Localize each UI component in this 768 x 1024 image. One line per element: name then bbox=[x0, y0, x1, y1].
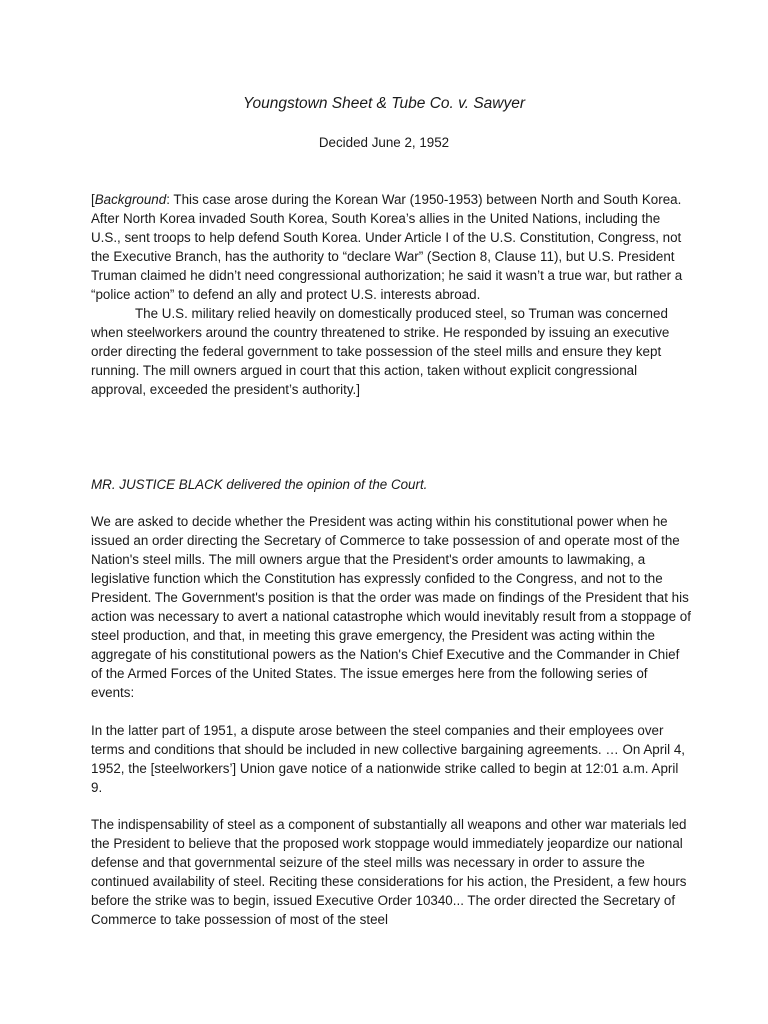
background-text-1: : This case arose during the Korean War (1950-1953) between North and South Korea. After North Korea invaded South Korea, South Korea’s allies in the United Nations, including the U.S., sent troops to help defend South Korea. Under Article I of the U.S. Constitution, Congress, not the Executive Branch, has the authority to “declare War” (Section 8, Clause 11), but U.S. President Truman claimed he didn’t need congressional authorization; he said it wasn’t a true war, but rather a “police action” to defend an ally and protect U.S. interests abroad. bbox=[91, 192, 683, 302]
opinion-paragraph-3: The indispensability of steel as a component of substantially all weapons and other war materials led the President to believe that the proposed work stoppage would immediately jeopardize our national defense and that governmental seizure of the steel mills was necessary in order to assure the continued availability of steel. Reciting these considerations for his action, the President, a few hours before the strike was to begin, issued Executive Order 10340... The order directed the Secretary of Commerce to take possession of most of the steel bbox=[91, 817, 687, 927]
background-section bbox=[91, 190, 691, 399]
background-label: Background bbox=[94, 192, 167, 207]
opinion-paragraph-1: We are asked to decide whether the President was acting within his constitutional power when he issued an order directing the Secretary of Commerce to take possession of and operate most of the Nation's steel mills. The mill owners argue that the President's order amounts to lawmaking, a legislative function which the Constitution has expressly confided to the Congress, and not to the President. The Government's position is that the order was made on findings of the President that his action was necessary to avert a national catastrophe which would inevitably result from a stoppage of steel production, and that, in meeting this grave emergency, the President was acting within the aggregate of his constitutional powers as the Nation's Chief Executive and the Commander in Chief of the Armed Forces of the United States. The issue emerges here from the following series of events: bbox=[91, 514, 691, 700]
opinion-paragraph-2: In the latter part of 1951, a dispute arose between the steel companies and their employees over terms and conditions that should be included in new collective bargaining agreements. … On April 4, 1952, the [steelworkers’] Union gave notice of a nationwide strike called to begin at 12:01 a.m. April 9. bbox=[91, 723, 685, 795]
case-title: Youngstown Sheet & Tube Co. v. Sawyer bbox=[242, 95, 526, 112]
decision-date: Decided June 2, 1952 bbox=[318, 135, 450, 150]
background-paragraph-2: The U.S. military relied heavily on domestically produced steel, so Truman was concerned when steelworkers around the country threatened to strike. He responded by issuing an executive order directing the federal government to take possession of the steel mills and ensure they kept running. The mill owners argued in court that this action, taken without explicit congressional approval, exceeded the president’s authority.] bbox=[91, 306, 670, 397]
open-bracket: [ bbox=[91, 192, 95, 207]
background-paragraph-1 bbox=[91, 190, 691, 304]
opinion-author-line: MR. JUSTICE BLACK delivered the opinion of the Court. bbox=[91, 477, 428, 492]
